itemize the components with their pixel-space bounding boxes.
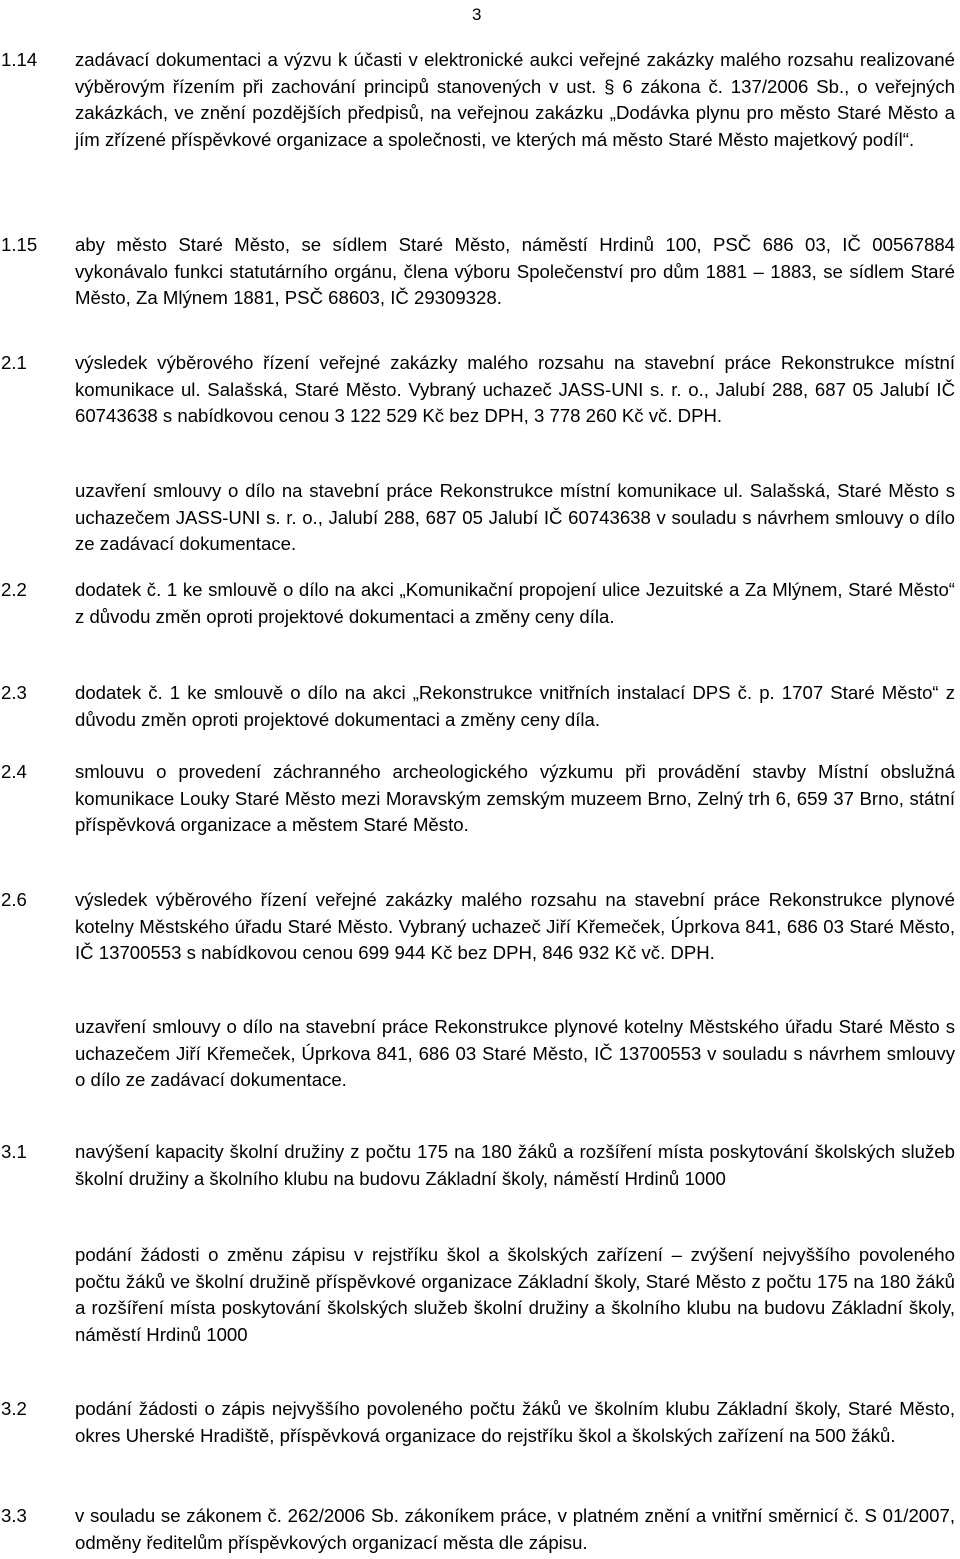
item-number: 3.3 [1,1505,27,1526]
item-text: aby město Staré Město, se sídlem Staré Město, náměstí Hrdinů 100, PSČ 686 03, IČ 00567884 vykonávalo funkci statutárního orgánu, člena výboru Společenství pro dům 1881 – 1883, se sídlem Staré Město, Za Mlýnem 1881, PSČ 68603, IČ 29309328. [75,234,955,308]
item-number: 3.2 [1,1398,27,1419]
resolution-item [0,577,960,630]
resolution-item [0,1396,960,1449]
item-number: 2.3 [1,682,27,703]
item-text: v souladu se zákonem č. 262/2006 Sb. zákoníkem práce, v platném znění a vnitřní směrnicí č. S 01/2007, odměny ředitelům příspěvkových organizací města dle zápisu. [75,1505,955,1553]
resolution-item [0,759,960,839]
item-text: podání žádosti o změnu zápisu v rejstříku škol a školských zařízení – zvýšení nejvyššího povoleného počtu žáků ve školní družině příspěvkové organizace Základní školy, Staré Město z počtu 175 na 180 žáků a rozšíření místa poskytování školských služeb školní družiny a školního klubu na budovu Základní školy, náměstí Hrdinů 1000 [75,1244,955,1345]
item-number: 2.6 [1,889,27,910]
item-text: navýšení kapacity školní družiny z počtu 175 na 180 žáků a rozšíření místa poskytování školských služeb školní družiny a školního klubu na budovu Základní školy, náměstí Hrdinů 1000 [75,1141,955,1189]
resolution-item [0,1503,960,1556]
item-text: podání žádosti o zápis nejvyššího povoleného počtu žáků ve školním klubu Základní školy, Staré Město, okres Uherské Hradiště, příspěvková organizace do rejstříku škol a školských zařízení na 500 žáků. [75,1398,955,1446]
item-text: dodatek č. 1 ke smlouvě o dílo na akci „Rekonstrukce vnitřních instalací DPS č. p. 1707 Staré Město“ z důvodu změn oproti projektové dokumentaci a změny ceny díla. [75,682,955,730]
item-text: zadávací dokumentaci a výzvu k účasti v elektronické aukci veřejné zakázky malého rozsahu realizované výběrovým řízením při zachování principů stanovených v ust. § 6 zákona č. 137/2006 Sb., o veřejných zakázkách, ve znění pozdějších předpisů, na veřejnou zakázku „Dodávka plynu pro město Staré Město a jím zřízené příspěvkové organizace a společnosti, ve kterých má město Staré Město majetkový podíl“. [75,49,955,150]
item-number: 1.14 [1,49,38,70]
item-text: uzavření smlouvy o dílo na stavební práce Rekonstrukce plynové kotelny Městského úřadu Staré Město s uchazečem Jiří Křemeček, Úprkova 841, 686 03 Staré Město, IČ 13700553 v souladu s návrhem smlouvy o dílo ze zadávací dokumentace. [75,1016,955,1090]
resolution-item [0,680,960,733]
resolution-item [0,1139,960,1192]
item-number: 3.1 [1,1141,27,1162]
resolution-item [0,47,960,153]
item-text: dodatek č. 1 ke smlouvě o dílo na akci „Komunikační propojení ulice Jezuitské a Za Mlýnem, Staré Město“ z důvodu změn oproti projektové dokumentaci a změny ceny díla. [75,579,955,627]
item-text: uzavření smlouvy o dílo na stavební práce Rekonstrukce místní komunikace ul. Salašská, Staré Město s uchazečem JASS-UNI s. r. o., Jalubí 288, 687 05 Jalubí IČ 60743638 v souladu s návrhem smlouvy o dílo ze zadávací dokumentace. [75,480,955,554]
item-number: 1.15 [1,234,38,255]
page-number: 3 [472,5,482,24]
item-text: výsledek výběrového řízení veřejné zakázky malého rozsahu na stavební práce Rekonstrukce místní komunikace ul. Salašská, Staré Město. Vybraný uchazeč JASS-UNI s. r. o., Jalubí 288, 687 05 Jalubí IČ 60743638 s nabídkovou cenou 3 122 529 Kč bez DPH, 3 778 260 Kč vč. DPH. [75,352,955,426]
item-text: smlouvu o provedení záchranného archeologického výzkumu při provádění stavby Místní obslužná komunikace Louky Staré Město mezi Moravským zemským muzeem Brno, Zelný trh 6, 659 37 Brno, státní příspěvková organizace a městem Staré Město. [75,761,955,835]
resolution-item [0,350,960,430]
item-text: výsledek výběrového řízení veřejné zakázky malého rozsahu na stavební práce Rekonstrukce plynové kotelny Městského úřadu Staré Město. Vybraný uchazeč Jiří Křemeček, Úprkova 841, 686 03 Staré Město, IČ 13700553 s nabídkovou cenou 699 944 Kč bez DPH, 846 932 Kč vč. DPH. [75,889,955,963]
resolution-item [0,887,960,967]
item-number: 2.4 [1,761,27,782]
resolution-item [0,232,960,312]
item-number: 2.2 [1,579,27,600]
item-number: 2.1 [1,352,27,373]
